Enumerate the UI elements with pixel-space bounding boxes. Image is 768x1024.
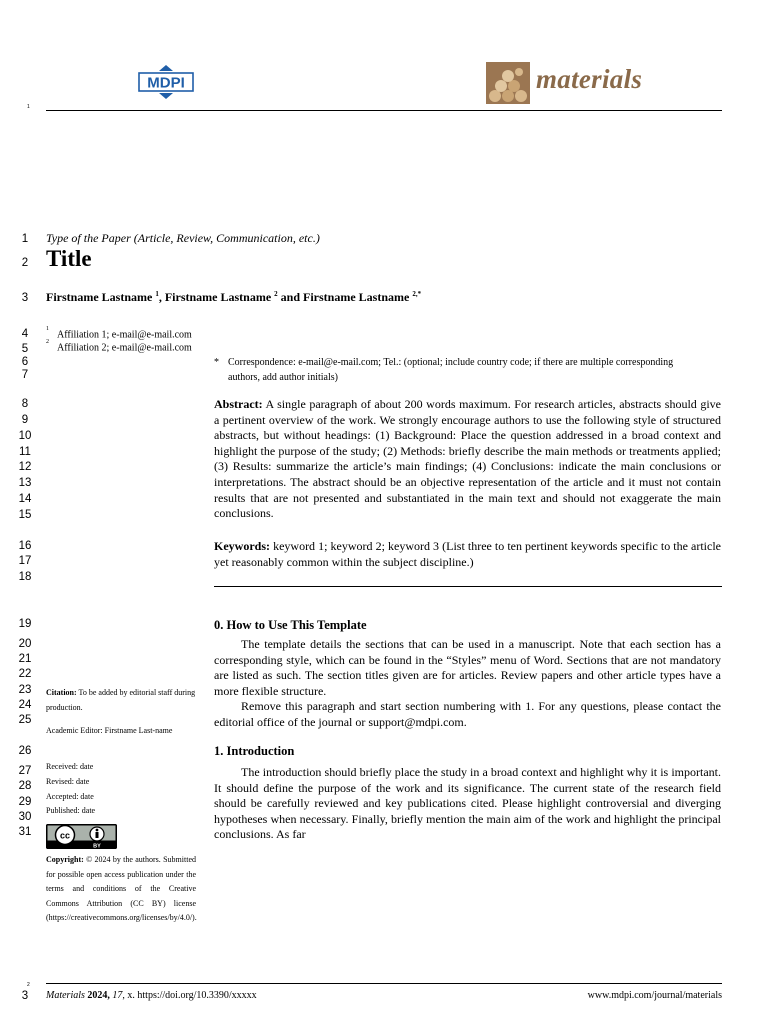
line-number: 25 <box>18 714 32 726</box>
materials-logo-icon <box>486 62 530 104</box>
accepted-date: Accepted: date <box>46 792 94 801</box>
revised-date: Revised: date <box>46 777 90 786</box>
line-number: 7 <box>21 369 29 381</box>
author-affiliation-mark: 2 <box>274 290 278 298</box>
line-number: 17 <box>18 555 32 567</box>
header-rule <box>46 110 722 111</box>
line-number: 1 <box>21 233 29 245</box>
affiliation-1 <box>46 326 192 341</box>
author-name: Firstname Lastname <box>303 290 413 304</box>
citation-note <box>46 686 196 715</box>
author-separator: and <box>277 290 304 304</box>
line-number: 5 <box>21 343 29 355</box>
line-number: 18 <box>18 571 32 583</box>
keywords <box>214 539 721 570</box>
section-rule <box>214 586 722 587</box>
cc-by-license-icon <box>46 824 117 849</box>
line-number: 24 <box>18 699 32 711</box>
paper-title: Title <box>46 246 92 271</box>
affiliation-text: Affiliation 2; e-mail@e-mail.com <box>57 342 192 354</box>
line-number: 2 <box>21 257 29 269</box>
line-number: 13 <box>18 477 32 489</box>
correspondence <box>214 355 684 385</box>
correspondence-text: Correspondence: e-mail@e-mail.com; Tel.: (optional; include country code; if there are multiple corresponding authors, add author initials) <box>228 357 674 383</box>
footer-url[interactable]: www.mdpi.com/journal/materials <box>587 990 722 1001</box>
abstract-label: Abstract: <box>214 397 263 411</box>
line-number: 29 <box>18 796 32 808</box>
header-line-number: 1 <box>27 104 30 110</box>
line-number: 19 <box>18 618 32 630</box>
line-number: 23 <box>18 684 32 696</box>
section-1-paragraph-1: The introduction should briefly place the study in a broad context and highlight why it is important. It should define the purpose of the work and its significance. The current state of the research field should be carefully reviewed and key publications cited. Please highlight controversial and diverging hypotheses when necessary. Finally, briefly mention the main aim of the work and highlight the principal conclusions. As far <box>214 765 721 842</box>
copyright-text: © 2024 by the authors. Submitted for possible open access publication under the terms and conditions of the Creative Commons Attribution (CC BY) license (https://creativecommons.org/licenses/by/4.0/). <box>46 855 197 923</box>
footer-small-mark: 2 <box>27 982 30 988</box>
section-heading-0: 0. How to Use This Template <box>214 618 367 632</box>
author-affiliation-mark: 2,* <box>412 290 422 298</box>
copyright-note <box>46 853 196 926</box>
line-number: 20 <box>18 638 32 650</box>
author-separator: , <box>158 290 165 304</box>
keywords-text: keyword 1; keyword 2; keyword 3 (List three to ten pertinent keywords specific to the article yet reasonably common within the subject discipline.) <box>214 539 721 569</box>
affiliation-number: 2 <box>46 339 49 345</box>
academic-editor: Academic Editor: Firstname Last-name <box>46 726 173 735</box>
line-number: 14 <box>18 493 32 505</box>
line-number: 30 <box>18 811 32 823</box>
line-number: 26 <box>18 745 32 757</box>
footer-journal: Materials <box>46 990 85 1001</box>
citation-text: To be added by editorial staff during production. <box>46 688 196 712</box>
journal-name: materials <box>536 64 643 94</box>
published-date: Published: date <box>46 806 96 815</box>
line-number: 9 <box>21 414 29 426</box>
section-heading-1: 1. Introduction <box>214 744 295 758</box>
footer-line-number: 3 <box>21 990 29 1002</box>
correspondence-mark: * <box>214 357 219 368</box>
footer-citation <box>46 990 257 1001</box>
abstract <box>214 397 721 522</box>
cc-by-label: BY <box>93 843 101 849</box>
line-number: 22 <box>18 668 32 680</box>
footer-year: 2024, <box>84 990 113 1001</box>
copyright-label: Copyright: <box>46 855 84 864</box>
paper-type: Type of the Paper (Article, Review, Communication, etc.) <box>46 231 320 245</box>
received-date: Received: date <box>46 762 94 771</box>
line-number: 16 <box>18 540 32 552</box>
line-number: 3 <box>21 292 29 304</box>
affiliation-number: 1 <box>46 326 49 332</box>
author-name: Firstname Lastname <box>164 290 275 304</box>
keywords-label: Keywords: <box>214 539 270 553</box>
section-0-paragraph-2: Remove this paragraph and start section numbering with 1. For any questions, please contact the editorial office of the journal or support@mdpi.com. <box>214 699 721 729</box>
section-0-paragraph-1: The template details the sections that can be used in a manuscript. Note that each section has a corresponding style, which can be found in the “Styles” menu of Word. Sections that are not mandatory are listed as such. The section titles given are for articles. Review papers and other article types have a more flexible structure. <box>214 637 721 698</box>
mdpi-logo-text: MDPI <box>147 74 185 92</box>
line-number: 12 <box>18 461 32 473</box>
citation-label: Citation: <box>46 688 77 697</box>
footer-rule <box>46 983 722 984</box>
line-number: 15 <box>18 509 32 521</box>
mdpi-logo <box>138 64 194 100</box>
line-number: 21 <box>18 653 32 665</box>
author-affiliation-mark: 1 <box>155 290 159 298</box>
svg-text:cc: cc <box>59 830 71 841</box>
footer-doi: , x. https://doi.org/10.3390/xxxxx <box>122 990 257 1001</box>
author-list <box>46 290 421 305</box>
line-number: 8 <box>21 398 29 410</box>
line-number: 31 <box>18 826 32 838</box>
line-number: 27 <box>18 765 32 777</box>
affiliation-2 <box>46 339 192 354</box>
line-number: 10 <box>18 430 32 442</box>
affiliation-text: Affiliation 1; e-mail@e-mail.com <box>57 329 192 341</box>
line-number: 6 <box>21 356 29 368</box>
line-number: 11 <box>19 446 31 458</box>
line-number: 4 <box>21 328 29 340</box>
abstract-text: A single paragraph of about 200 words maximum. For research articles, abstracts should give a pertinent overview of the work. We strongly encourage authors to use the following style of structured abstracts, but without headings: (1) Background: Place the question addressed in a broad context and highlight the purpose of the study; (2) Methods: briefly describe the main methods or treatments applied; (3) Results: summarize the article’s main findings; (4) Conclusions: indicate the main conclusions or interpretations. The abstract should be an objective representation of the article and it must not contain results that are not presented and substantiated in the main text and should not exaggerate the main conclusions. <box>214 397 721 521</box>
line-number: 28 <box>18 780 32 792</box>
footer-volume: 17 <box>112 990 123 1001</box>
author-name: Firstname Lastname <box>46 290 156 304</box>
